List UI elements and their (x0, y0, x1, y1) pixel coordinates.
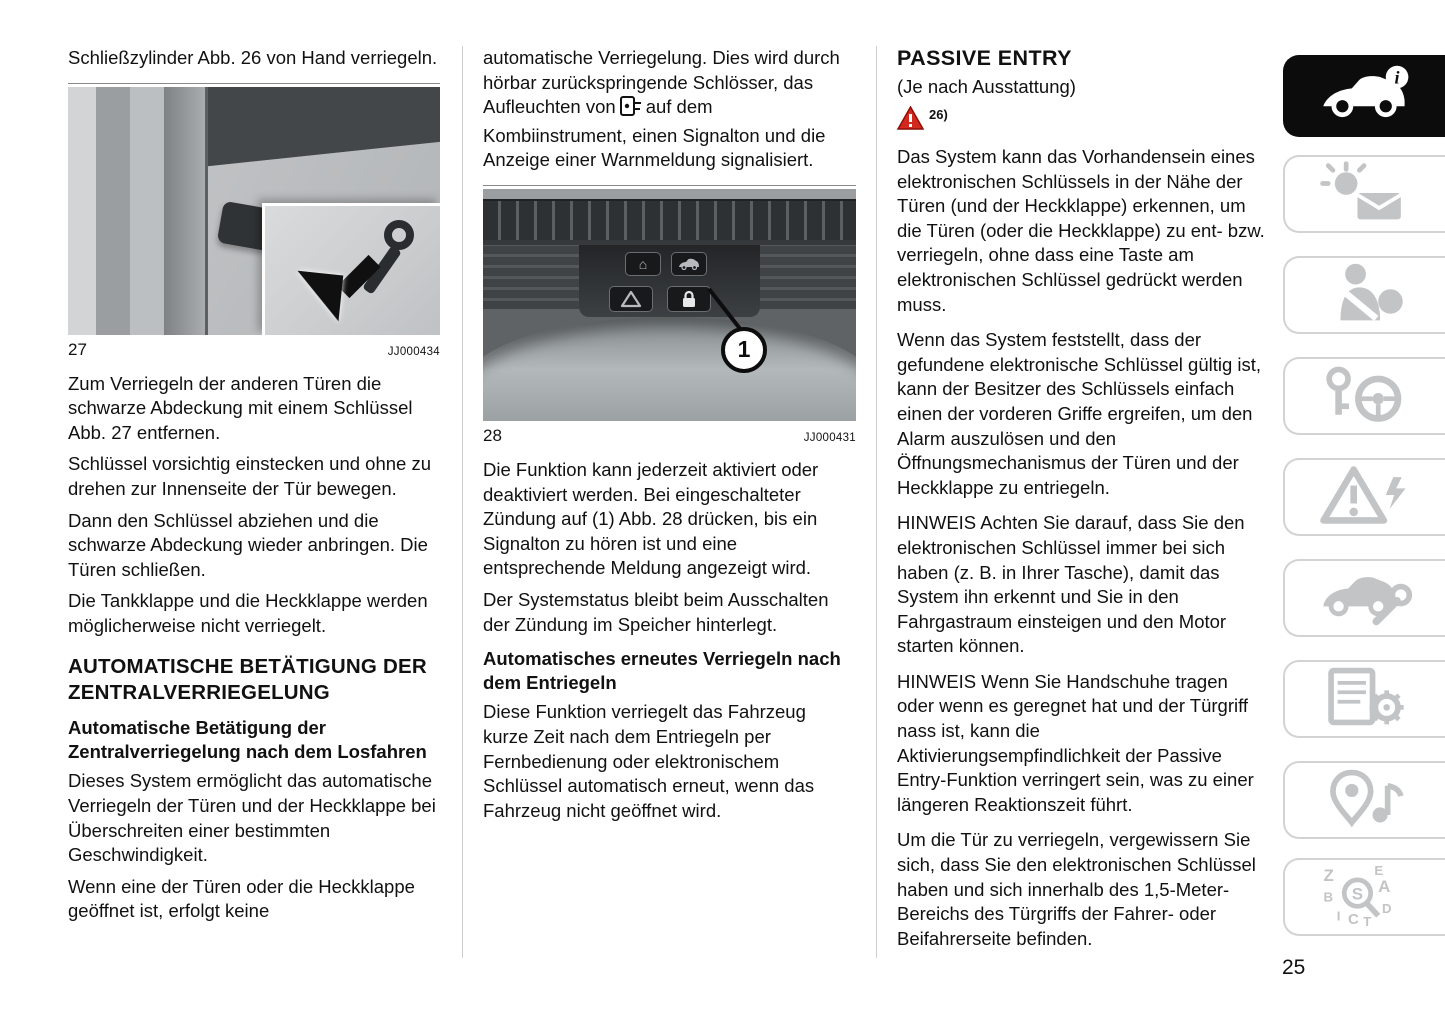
paragraph-text: automatische Verriegelung. Dies wird durch hörbar zurückspringende Schlösser, das Aufleuchten von (483, 47, 840, 118)
section-heading: AUTOMATISCHE BETÄTIGUNG DER ZENTRALVERRIEGELUNG (68, 654, 427, 704)
paragraph: Um die Tür zu verriegeln, vergewissern Sie sich, dass Sie den elektronischen Schlüssel haben und sich innerhalb des 1,5-Meter-Bereichs des Türgriffs der Fahrer- oder Beifahrerseite befinden. (897, 829, 1256, 949)
svg-text:I: I (1336, 907, 1341, 923)
car-button-icon (671, 252, 707, 276)
paragraph: Schließzylinder Abb. 26 von Hand verriegeln. (68, 47, 438, 68)
paragraph: Schlüssel vorsichtig einstecken und ohne zu drehen zur Innenseite der Tür bewegen. (68, 453, 432, 499)
subtitle: (Je nach Ausstattung) (897, 76, 1076, 97)
warning-reference (897, 106, 1267, 135)
column-left (68, 46, 440, 931)
side-vent-left (483, 245, 579, 309)
column-right (897, 46, 1267, 962)
tab-multimedia[interactable] (1283, 761, 1445, 839)
paragraph-with-icon (483, 46, 856, 173)
hazard-button-icon (609, 286, 653, 312)
paragraph: Der Systemstatus bleibt beim Ausschalten der Zündung im Speicher hinterlegt. (483, 588, 829, 635)
key-ring-shape (384, 220, 414, 250)
safety-airbag-icon (1317, 260, 1413, 331)
subsection-heading: Automatische Betätigung der Zentralverriegelung nach dem Losfahren (68, 717, 427, 762)
lock-button-icon (667, 286, 711, 312)
emergency-warning-icon (1317, 462, 1413, 533)
figure-number: 27 (68, 339, 87, 359)
alphabetical-index-icon (1317, 862, 1413, 933)
door-lock-indicator-icon (619, 95, 643, 124)
door-edge-shape (68, 87, 164, 335)
dashboard-shelf-shape (483, 317, 856, 421)
paragraph: Wenn eine der Türen oder die Heckklappe geöffnet ist, erfolgt keine (68, 875, 415, 922)
paragraph: Die Funktion kann jederzeit aktiviert oder deaktiviert werden. Bei eingeschalteter Zündung auf (1) Abb. 28 drücken, bis ein Signalton zu hören ist und eine entsprechende Meldung angezeigt wird. (483, 458, 819, 579)
callout-1: 1 (721, 327, 767, 373)
tab-service-maintenance[interactable] (1283, 559, 1445, 637)
svg-text:C: C (1348, 910, 1359, 928)
home-button-icon: ⌂ (625, 252, 661, 276)
service-maintenance-icon (1317, 563, 1413, 634)
paragraph: Die Tankklappe und die Heckklappe werden möglicherweise nicht verriegelt. (68, 590, 428, 636)
paragraph: Dann den Schlüssel abziehen und die schwarze Abdeckung wieder anbringen. Die Türen schließen. (68, 509, 428, 580)
side-vent-right (760, 245, 856, 309)
svg-text:T: T (1363, 913, 1372, 928)
svg-text:B: B (1323, 889, 1334, 905)
column-divider (462, 46, 463, 958)
tab-alphabetical-index[interactable] (1283, 858, 1445, 936)
door-pillar-shape (164, 87, 208, 335)
column-divider (876, 46, 877, 958)
svg-text:i: i (1394, 67, 1400, 88)
technical-data-icon (1317, 664, 1413, 735)
figure-code: JJ000431 (803, 431, 856, 444)
starting-driving-icon (1317, 361, 1413, 432)
multimedia-icon (1317, 765, 1413, 836)
paragraph: HINWEIS Achten Sie darauf, dass Sie den elektronischen Schlüssel immer bei sich haben (z. B. in Ihrer Tasche), damit das System ihn erkennt und Sie in den Fahrgastraum einsteigen und den Motor starten können. (897, 512, 1245, 657)
paragraph: Das System kann das Vorhandensein eines elektronischen Schlüssels in der Nähe der Türen (und der Heckklappe) erkennen, um die Türen (oder die Heckklappe) zu ent- bzw. verriegeln, ohne dass eine Taste am elektronischen Schlüssel gedrückt werden muss. (897, 146, 1265, 315)
warning-note-number: 26) (929, 107, 948, 122)
car-info-icon (1317, 61, 1413, 132)
figure-27-image (68, 87, 440, 335)
paragraph: Dieses System ermöglicht das automatische Verriegeln der Türen und der Heckklappe bei Überschreiten einer bestimmten Geschwindigkeit. (68, 770, 436, 866)
figure-27 (68, 83, 440, 360)
column-middle (483, 46, 856, 830)
section-heading: PASSIVE ENTRY (897, 46, 1072, 70)
paragraph: Zum Verriegeln der anderen Türen die schwarze Abdeckung mit einem Schlüssel Abb. 27 entfernen. (68, 372, 413, 443)
paragraph: HINWEIS Wenn Sie Handschuhe tragen oder wenn es geregnet hat und der Türgriff nass ist, kann die Aktivierungsempfindlichkeit der Passive Entry-Funktion verringert sein, was zu einer längeren Reaktionszeit führt. (897, 670, 1254, 815)
tab-car-info[interactable] (1283, 55, 1445, 137)
figure-caption (483, 426, 856, 446)
figure-28 (483, 185, 856, 446)
svg-text:S: S (1351, 884, 1364, 904)
svg-text:D: D (1381, 900, 1392, 916)
tab-lights-messages[interactable] (1283, 155, 1445, 233)
paragraph: Diese Funktion verriegelt das Fahrzeug kurze Zeit nach dem Entriegeln per Fernbedienung oder elektronischem Schlüssel automatisch erneut, wenn das Fahrzeug nicht geöffnet wird. (483, 701, 815, 821)
warning-triangle-icon (897, 106, 924, 135)
tab-safety[interactable] (1283, 256, 1445, 334)
figure-number: 28 (483, 425, 502, 445)
black-arrow-icon (293, 270, 344, 321)
svg-text:A: A (1378, 876, 1391, 896)
figure-caption (68, 340, 440, 360)
tab-technical-data[interactable] (1283, 660, 1445, 738)
subsection-heading: Automatisches erneutes Verriegeln nach dem Entriegeln (483, 648, 841, 693)
lights-messages-icon (1317, 159, 1413, 230)
dashboard-top-shape (483, 189, 856, 199)
center-stack (579, 245, 760, 317)
paragraph-text: auf dem Kombiinstrument, einen Signalton und die Anzeige einer Warnmeldung signalisiert. (483, 96, 826, 171)
inset-detail (262, 203, 440, 335)
page-number: 25 (1282, 956, 1306, 979)
paragraph: Wenn das System feststellt, dass der gefundene elektronische Schlüssel gültig ist, kann der Besitzer des Schlüssels einfach einen der vorderen Griffe ergreifen, um den Alarm auszulösen und den Öffnungsmechanismus der Türen und der Heckklappe zu entriegeln. (897, 329, 1262, 498)
svg-text:Z: Z (1323, 865, 1334, 885)
air-vents-shape (483, 199, 856, 245)
figure-28-image (483, 189, 856, 421)
tab-emergency[interactable] (1283, 458, 1445, 536)
svg-text:E: E (1374, 862, 1384, 878)
tab-starting-driving[interactable] (1283, 357, 1445, 435)
figure-code: JJ000434 (387, 345, 440, 358)
